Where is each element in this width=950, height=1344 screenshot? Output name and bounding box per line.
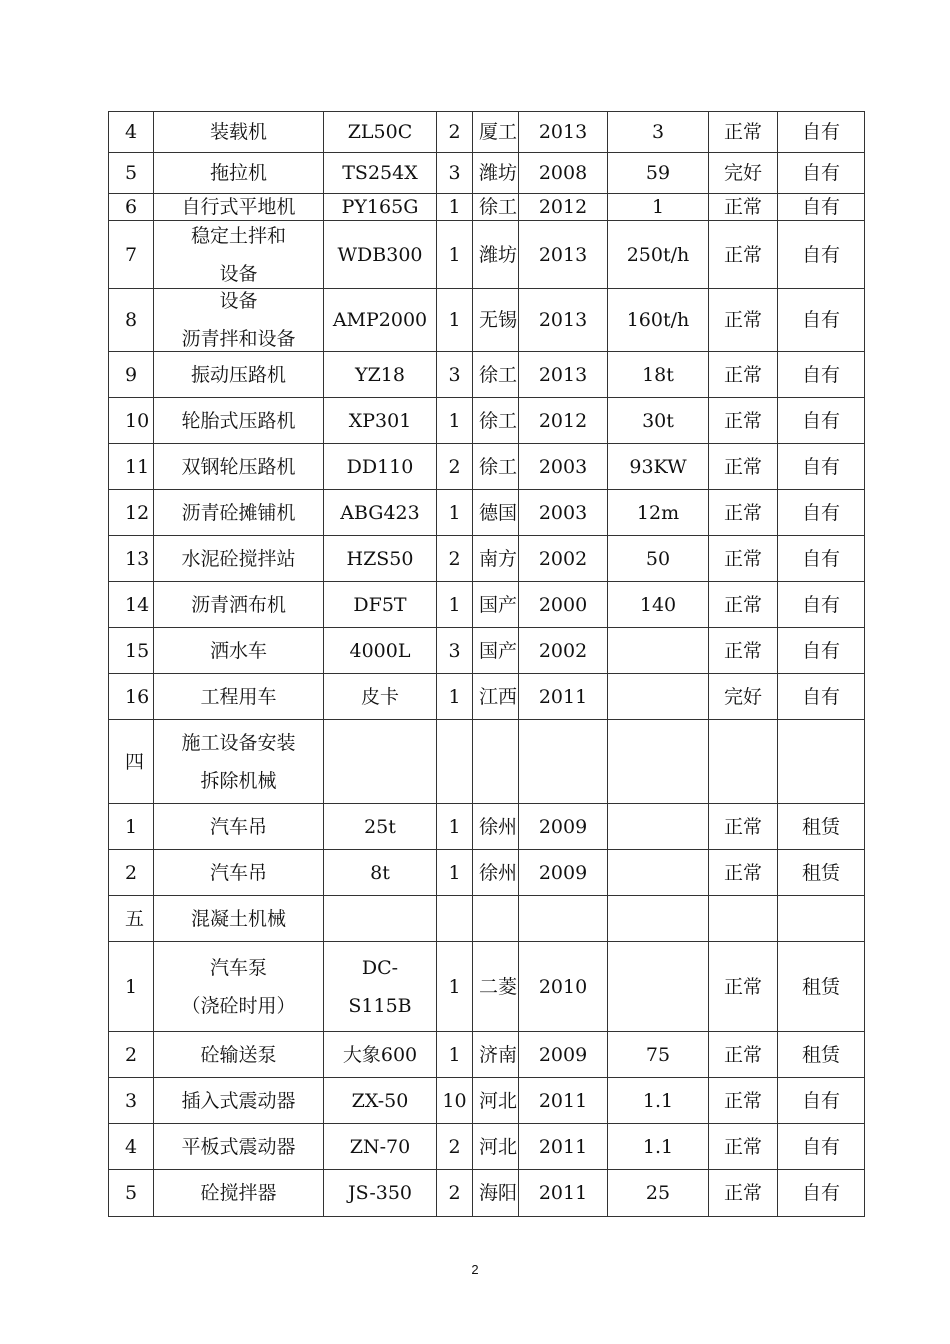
equipment-model-cell — [324, 352, 437, 398]
equipment-name-cell — [154, 444, 324, 490]
equipment-model-cell — [324, 221, 437, 289]
equipment-name-cell — [154, 112, 324, 153]
equipment-capacity-cell: 250t/h — [608, 221, 709, 289]
equipment-condition-cell: 正常 — [709, 942, 778, 1032]
equipment-name-cell — [154, 896, 324, 942]
equipment-year-cell: 2003 — [519, 444, 608, 490]
equipment-name-cell — [154, 536, 324, 582]
equipment-name-line: 轮胎式压路机 — [181, 409, 296, 432]
equipment-origin-cell: 国产 — [473, 582, 519, 628]
row-number-cell: 1 — [109, 942, 154, 1032]
equipment-origin-cell: 河北 — [473, 1124, 519, 1170]
equipment-year-cell: 2011 — [519, 1124, 608, 1170]
equipment-ownership-cell: 自有 — [778, 221, 865, 289]
equipment-quantity-cell: 3 — [437, 352, 473, 398]
row-number-cell: 2 — [109, 1032, 154, 1078]
equipment-condition-cell: 正常 — [709, 1124, 778, 1170]
equipment-name-line: 砼搅拌器 — [200, 1182, 277, 1204]
row-number-cell: 16 — [109, 674, 154, 720]
equipment-model-line: TS254X — [342, 162, 418, 184]
equipment-model-line: AMP2000 — [332, 309, 428, 331]
table-row — [109, 153, 865, 194]
table-row — [109, 112, 865, 153]
equipment-name-cell — [154, 352, 324, 398]
equipment-ownership-cell: 自有 — [778, 1170, 865, 1217]
equipment-model-line: 皮卡 — [360, 685, 399, 708]
equipment-ownership-cell: 自有 — [778, 112, 865, 153]
equipment-capacity-cell: 160t/h — [608, 289, 709, 352]
equipment-ownership-cell: 租赁 — [778, 850, 865, 896]
table-row — [109, 896, 865, 942]
equipment-name-cell — [154, 153, 324, 194]
equipment-model-cell — [324, 194, 437, 221]
equipment-capacity-cell: 93KW — [608, 444, 709, 490]
equipment-name-cell — [154, 804, 324, 850]
equipment-origin-cell: 徐工 — [473, 444, 519, 490]
equipment-model-line: XP301 — [348, 409, 412, 432]
equipment-model-line: 4000L — [349, 639, 411, 662]
equipment-name-line: 沥青砼摊铺机 — [181, 501, 296, 524]
equipment-ownership-cell: 自有 — [778, 398, 865, 444]
equipment-condition-cell — [709, 896, 778, 942]
equipment-origin-cell: 南方 — [473, 536, 519, 582]
equipment-model-cell — [324, 536, 437, 582]
row-number-cell: 11 — [109, 444, 154, 490]
table-row — [109, 221, 865, 289]
equipment-condition-cell: 完好 — [709, 153, 778, 194]
equipment-condition-cell: 正常 — [709, 221, 778, 289]
equipment-name-line: 汽车泵 — [209, 956, 267, 979]
equipment-name-line: 洒水车 — [209, 639, 267, 662]
equipment-name-line: 自行式平地机 — [181, 196, 296, 218]
row-number-cell: 7 — [109, 221, 154, 289]
equipment-origin-cell: 二菱 — [473, 942, 519, 1032]
equipment-ownership-cell: 租赁 — [778, 942, 865, 1032]
equipment-year-cell — [519, 896, 608, 942]
table-row — [109, 628, 865, 674]
equipment-quantity-cell — [437, 720, 473, 804]
equipment-origin-cell: 济南 — [473, 1032, 519, 1078]
equipment-table-body — [109, 112, 865, 1217]
equipment-year-cell: 2013 — [519, 112, 608, 153]
equipment-model-cell — [324, 896, 437, 942]
equipment-year-cell: 2012 — [519, 194, 608, 221]
equipment-ownership-cell: 自有 — [778, 1124, 865, 1170]
equipment-condition-cell: 正常 — [709, 582, 778, 628]
equipment-model-cell — [324, 444, 437, 490]
equipment-ownership-cell: 自有 — [778, 674, 865, 720]
row-number-cell: 9 — [109, 352, 154, 398]
equipment-quantity-cell: 1 — [437, 942, 473, 1032]
equipment-name-line: 设备 — [219, 290, 258, 312]
equipment-model-line: JS-350 — [347, 1182, 412, 1204]
equipment-name-line: 施工设备安装 — [181, 731, 296, 754]
equipment-model-line: S115B — [348, 994, 412, 1017]
equipment-condition-cell: 正常 — [709, 628, 778, 674]
equipment-model-line: ZN-70 — [349, 1135, 411, 1158]
equipment-year-cell: 2012 — [519, 398, 608, 444]
equipment-quantity-cell: 2 — [437, 112, 473, 153]
equipment-quantity-cell: 3 — [437, 628, 473, 674]
equipment-capacity-cell: 18t — [608, 352, 709, 398]
equipment-quantity-cell: 3 — [437, 153, 473, 194]
equipment-ownership-cell: 租赁 — [778, 1032, 865, 1078]
equipment-model-cell — [324, 289, 437, 352]
equipment-model-cell — [324, 942, 437, 1032]
equipment-year-cell: 2000 — [519, 582, 608, 628]
equipment-name-line: 拖拉机 — [209, 162, 267, 184]
row-number-cell: 12 — [109, 490, 154, 536]
equipment-origin-cell: 国产 — [473, 628, 519, 674]
equipment-model-line: ZL50C — [347, 121, 413, 143]
equipment-model-line: 大象600 — [342, 1043, 418, 1066]
equipment-name-cell — [154, 490, 324, 536]
equipment-quantity-cell: 1 — [437, 398, 473, 444]
equipment-model-line: DD110 — [346, 455, 414, 478]
equipment-model-line: WDB300 — [337, 243, 423, 266]
equipment-model-cell — [324, 112, 437, 153]
equipment-capacity-cell: 25 — [608, 1170, 709, 1217]
equipment-ownership-cell: 自有 — [778, 1078, 865, 1124]
equipment-model-cell — [324, 398, 437, 444]
page-number: 2 — [471, 1262, 479, 1277]
equipment-model-line: PY165G — [341, 196, 419, 218]
equipment-condition-cell: 正常 — [709, 444, 778, 490]
equipment-table — [108, 111, 865, 1217]
equipment-quantity-cell — [437, 896, 473, 942]
equipment-origin-cell: 德国 — [473, 490, 519, 536]
equipment-condition-cell: 正常 — [709, 398, 778, 444]
equipment-ownership-cell: 租赁 — [778, 804, 865, 850]
equipment-year-cell: 2009 — [519, 850, 608, 896]
equipment-quantity-cell: 1 — [437, 674, 473, 720]
row-number-cell: 3 — [109, 1078, 154, 1124]
equipment-condition-cell — [709, 720, 778, 804]
equipment-ownership-cell: 自有 — [778, 444, 865, 490]
row-number-cell: 5 — [109, 153, 154, 194]
equipment-year-cell: 2009 — [519, 804, 608, 850]
row-number-cell: 13 — [109, 536, 154, 582]
equipment-capacity-cell — [608, 628, 709, 674]
equipment-condition-cell: 正常 — [709, 536, 778, 582]
equipment-ownership-cell: 自有 — [778, 153, 865, 194]
equipment-year-cell: 2011 — [519, 1078, 608, 1124]
equipment-origin-cell: 徐州 — [473, 804, 519, 850]
equipment-ownership-cell: 自有 — [778, 194, 865, 221]
equipment-name-line: 双钢轮压路机 — [181, 455, 296, 478]
equipment-name-cell — [154, 674, 324, 720]
table-row — [109, 1124, 865, 1170]
equipment-origin-cell: 潍坊 — [473, 153, 519, 194]
equipment-name-cell — [154, 942, 324, 1032]
equipment-capacity-cell — [608, 896, 709, 942]
equipment-year-cell: 2013 — [519, 289, 608, 352]
row-number-cell: 2 — [109, 850, 154, 896]
row-number-cell: 5 — [109, 1170, 154, 1217]
row-number-cell: 五 — [109, 896, 154, 942]
equipment-year-cell — [519, 720, 608, 804]
equipment-model-cell — [324, 1124, 437, 1170]
equipment-name-cell — [154, 398, 324, 444]
equipment-name-line: 沥青拌和设备 — [181, 328, 296, 350]
equipment-quantity-cell: 1 — [437, 194, 473, 221]
equipment-year-cell: 2009 — [519, 1032, 608, 1078]
equipment-year-cell: 2011 — [519, 674, 608, 720]
equipment-name-line: 装载机 — [209, 121, 267, 143]
row-number-cell: 4 — [109, 112, 154, 153]
row-number-cell: 15 — [109, 628, 154, 674]
row-number-cell: 6 — [109, 194, 154, 221]
equipment-name-line: 平板式震动器 — [181, 1135, 296, 1158]
table-row — [109, 289, 865, 352]
equipment-name-cell — [154, 194, 324, 221]
equipment-name-cell — [154, 221, 324, 289]
table-row — [109, 942, 865, 1032]
equipment-quantity-cell: 1 — [437, 221, 473, 289]
equipment-model-cell — [324, 153, 437, 194]
row-number-cell: 四 — [109, 720, 154, 804]
equipment-name-line: 稳定土拌和 — [190, 224, 286, 247]
row-number-cell: 4 — [109, 1124, 154, 1170]
equipment-year-cell: 2010 — [519, 942, 608, 1032]
equipment-model-cell — [324, 674, 437, 720]
equipment-origin-cell — [473, 896, 519, 942]
equipment-model-cell — [324, 1170, 437, 1217]
equipment-capacity-cell — [608, 674, 709, 720]
equipment-capacity-cell — [608, 850, 709, 896]
equipment-capacity-cell: 30t — [608, 398, 709, 444]
equipment-origin-cell: 河北 — [473, 1078, 519, 1124]
equipment-origin-cell: 潍坊 — [473, 221, 519, 289]
table-row — [109, 1032, 865, 1078]
equipment-model-line: 25t — [364, 815, 396, 838]
equipment-year-cell: 2002 — [519, 536, 608, 582]
table-row — [109, 720, 865, 804]
equipment-capacity-cell: 75 — [608, 1032, 709, 1078]
equipment-capacity-cell: 50 — [608, 536, 709, 582]
row-number-cell: 10 — [109, 398, 154, 444]
equipment-model-line: DC- — [361, 956, 399, 979]
table-row — [109, 1078, 865, 1124]
equipment-year-cell: 2013 — [519, 221, 608, 289]
equipment-name-line: 插入式震动器 — [181, 1089, 296, 1112]
equipment-quantity-cell: 1 — [437, 1032, 473, 1078]
equipment-origin-cell — [473, 720, 519, 804]
equipment-name-line: 砼输送泵 — [200, 1043, 277, 1066]
equipment-model-line: DF5T — [353, 593, 407, 616]
equipment-condition-cell: 正常 — [709, 112, 778, 153]
equipment-name-line: 拆除机械 — [200, 769, 277, 792]
equipment-capacity-cell — [608, 942, 709, 1032]
equipment-name-line: 设备 — [219, 262, 258, 285]
equipment-ownership-cell — [778, 896, 865, 942]
equipment-capacity-cell: 140 — [608, 582, 709, 628]
equipment-year-cell: 2011 — [519, 1170, 608, 1217]
equipment-capacity-cell — [608, 804, 709, 850]
table-row — [109, 536, 865, 582]
equipment-origin-cell: 无锡 — [473, 289, 519, 352]
equipment-model-line: ABG423 — [340, 501, 420, 524]
row-number-cell: 8 — [109, 289, 154, 352]
equipment-quantity-cell: 1 — [437, 289, 473, 352]
equipment-model-cell — [324, 804, 437, 850]
equipment-quantity-cell: 10 — [437, 1078, 473, 1124]
row-number-cell: 1 — [109, 804, 154, 850]
table-row — [109, 398, 865, 444]
equipment-condition-cell: 正常 — [709, 194, 778, 221]
equipment-year-cell: 2013 — [519, 352, 608, 398]
equipment-origin-cell: 徐州 — [473, 850, 519, 896]
equipment-name-cell — [154, 289, 324, 352]
equipment-condition-cell: 正常 — [709, 804, 778, 850]
equipment-year-cell: 2002 — [519, 628, 608, 674]
equipment-condition-cell: 正常 — [709, 352, 778, 398]
equipment-origin-cell: 厦工 — [473, 112, 519, 153]
equipment-quantity-cell: 2 — [437, 1124, 473, 1170]
equipment-model-cell — [324, 582, 437, 628]
equipment-quantity-cell: 1 — [437, 850, 473, 896]
equipment-origin-cell: 徐工 — [473, 352, 519, 398]
equipment-origin-cell: 江西 — [473, 674, 519, 720]
equipment-model-cell — [324, 490, 437, 536]
equipment-ownership-cell: 自有 — [778, 582, 865, 628]
equipment-origin-cell: 徐工 — [473, 194, 519, 221]
equipment-name-cell — [154, 720, 324, 804]
equipment-model-line: HZS50 — [346, 547, 414, 570]
equipment-capacity-cell: 1.1 — [608, 1124, 709, 1170]
equipment-name-line: 振动压路机 — [190, 363, 286, 386]
equipment-model-cell — [324, 628, 437, 674]
equipment-model-cell — [324, 1032, 437, 1078]
equipment-name-line: 混凝土机械 — [190, 907, 286, 930]
equipment-condition-cell: 完好 — [709, 674, 778, 720]
equipment-capacity-cell: 1.1 — [608, 1078, 709, 1124]
table-row — [109, 1170, 865, 1217]
equipment-name-cell — [154, 850, 324, 896]
equipment-model-cell — [324, 1078, 437, 1124]
equipment-model-line: YZ18 — [355, 363, 405, 386]
equipment-name-cell — [154, 628, 324, 674]
equipment-ownership-cell: 自有 — [778, 289, 865, 352]
equipment-name-cell — [154, 582, 324, 628]
equipment-model-line: 8t — [370, 861, 390, 884]
equipment-ownership-cell: 自有 — [778, 352, 865, 398]
equipment-ownership-cell — [778, 720, 865, 804]
table-row — [109, 850, 865, 896]
equipment-name-cell — [154, 1032, 324, 1078]
equipment-ownership-cell: 自有 — [778, 628, 865, 674]
equipment-quantity-cell: 2 — [437, 444, 473, 490]
equipment-condition-cell: 正常 — [709, 1078, 778, 1124]
equipment-year-cell: 2008 — [519, 153, 608, 194]
equipment-model-cell — [324, 720, 437, 804]
equipment-model-cell — [324, 850, 437, 896]
equipment-name-line: 水泥砼搅拌站 — [181, 547, 296, 570]
equipment-name-line: 汽车吊 — [209, 861, 267, 884]
equipment-capacity-cell — [608, 720, 709, 804]
row-number-cell: 14 — [109, 582, 154, 628]
equipment-name-cell — [154, 1170, 324, 1217]
equipment-condition-cell: 正常 — [709, 289, 778, 352]
table-row — [109, 444, 865, 490]
equipment-capacity-cell: 3 — [608, 112, 709, 153]
table-row — [109, 194, 865, 221]
equipment-condition-cell: 正常 — [709, 1170, 778, 1217]
equipment-name-cell — [154, 1124, 324, 1170]
equipment-ownership-cell: 自有 — [778, 536, 865, 582]
equipment-name-line: 沥青洒布机 — [190, 593, 286, 616]
equipment-name-line: 工程用车 — [200, 685, 277, 708]
equipment-condition-cell: 正常 — [709, 850, 778, 896]
equipment-quantity-cell: 1 — [437, 582, 473, 628]
equipment-quantity-cell: 2 — [437, 536, 473, 582]
equipment-model-line: ZX-50 — [351, 1089, 409, 1112]
table-row — [109, 674, 865, 720]
equipment-capacity-cell: 1 — [608, 194, 709, 221]
equipment-name-line: （浇砼时用） — [181, 994, 296, 1017]
equipment-quantity-cell: 1 — [437, 804, 473, 850]
equipment-origin-cell: 海阳 — [473, 1170, 519, 1217]
equipment-name-line: 汽车吊 — [209, 815, 267, 838]
table-row — [109, 582, 865, 628]
equipment-condition-cell: 正常 — [709, 490, 778, 536]
equipment-ownership-cell: 自有 — [778, 490, 865, 536]
equipment-quantity-cell: 2 — [437, 1170, 473, 1217]
table-row — [109, 490, 865, 536]
table-row — [109, 352, 865, 398]
equipment-origin-cell: 徐工 — [473, 398, 519, 444]
table-row — [109, 804, 865, 850]
equipment-name-cell — [154, 1078, 324, 1124]
equipment-capacity-cell: 12m — [608, 490, 709, 536]
equipment-condition-cell: 正常 — [709, 1032, 778, 1078]
equipment-year-cell: 2003 — [519, 490, 608, 536]
equipment-quantity-cell: 1 — [437, 490, 473, 536]
equipment-capacity-cell: 59 — [608, 153, 709, 194]
